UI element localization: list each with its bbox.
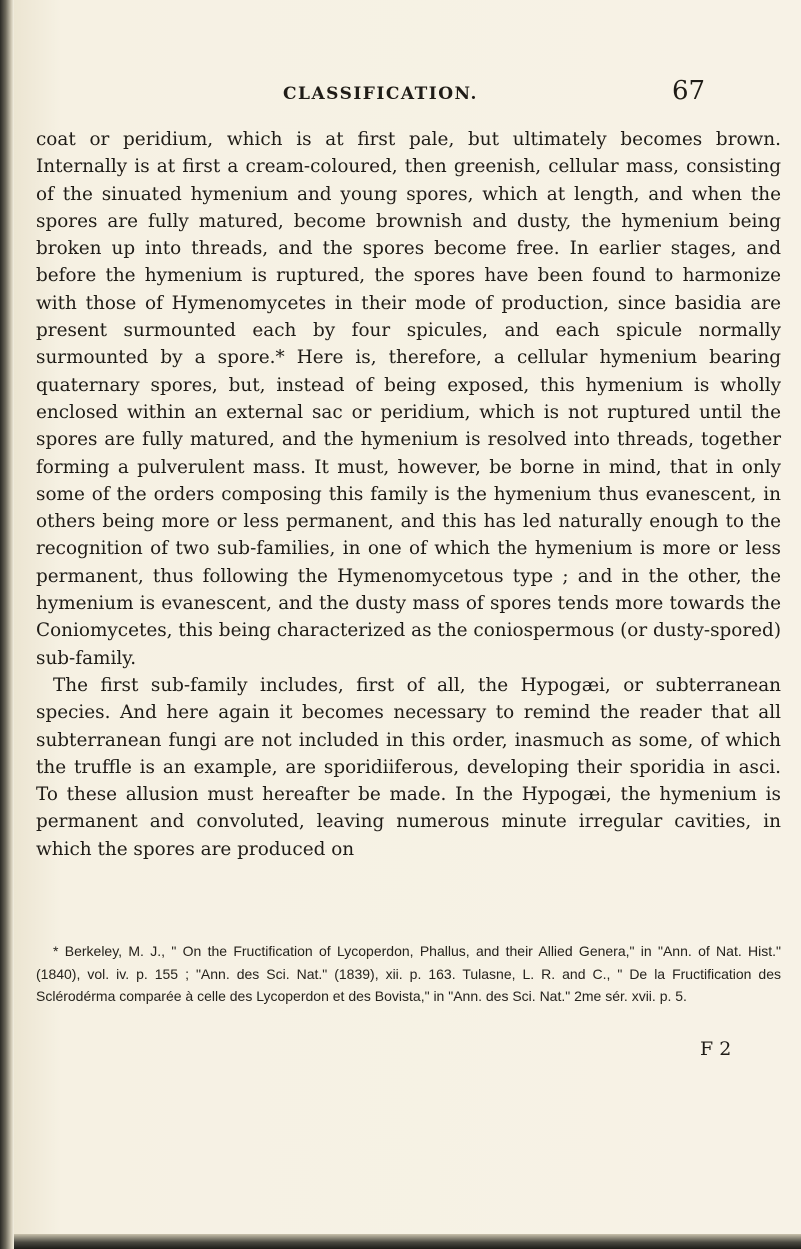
page-bottom-edge xyxy=(14,1234,801,1249)
footnote: * Berkeley, M. J., " On the Fructification of Lycoperdon, Phallus, and their Allied Genera," in "Ann. of Nat. Hist." (1840), vol. iv. p. 155 ; "Ann. des Sci. Nat." (1839), xii. p. 163. Tulasne, L. R. and C., " De la Fructification des Sclérodérma comparée à celle des Lycoperdon et des Bovista," in "Ann. des Sci. Nat." 2me sér. xvii. p. 5. xyxy=(36,943,781,1004)
paragraph: coat or peridium, which is at first pale, but ultimately becomes brown. Internally is at first a cream-coloured, then greenish, cellular mass, consisting of the sinuated hymenium and young spores, which at length, and when the spores are fully matured, become brownish and dusty, the hymenium being broken up into threads, and the spores become free. In earlier stages, and before the hymenium is ruptured, the spores have been found to harmonize with those of Hymenomycetes in their mode of production, since basidia are present surmounted each by four spicules, and each spicule normally surmounted by a spore.* Here is, therefore, a cellular hymenium bearing quaternary spores, but, instead of being exposed, this hymenium is wholly enclosed within an external sac or peridium, which is not ruptured until the spores are fully matured, and the hymenium is resolved into threads, together forming a pulverulent mass. It must, however, be borne in mind, that in only some of the orders composing this family is the hymenium thus evanescent, in others being more or less permanent, and this has led naturally enough to the recognition of two sub-families, in one of which the hymenium is more or less permanent, thus following the Hymenomycetous type ; and in the other, the hymenium is evanescent, and the dusty mass of spores tends more towards the Coniomycetes, this being characterized as the coniospermous (or dusty-spored) sub-family. xyxy=(36,129,781,669)
page-header xyxy=(0,76,801,116)
signature-mark: F 2 xyxy=(700,1038,732,1060)
running-head: CLASSIFICATION. xyxy=(283,84,478,104)
body-text xyxy=(36,126,781,863)
paragraph: The first sub-family includes, first of all, the Hypogæi, or subterranean species. And here again it becomes necessary to remind the reader that all subterranean fungi are not included in this order, inasmuch as some, of which the truffle is an example, are sporidiiferous, developing their sporidia in asci. To these allusion must hereafter be made. In the Hypogæi, the hymenium is permanent and convoluted, leaving numerous minute irregular cavities, in which the spores are produced on xyxy=(36,674,781,860)
page-number: 67 xyxy=(672,76,706,106)
book-spine-shadow xyxy=(0,0,14,1249)
